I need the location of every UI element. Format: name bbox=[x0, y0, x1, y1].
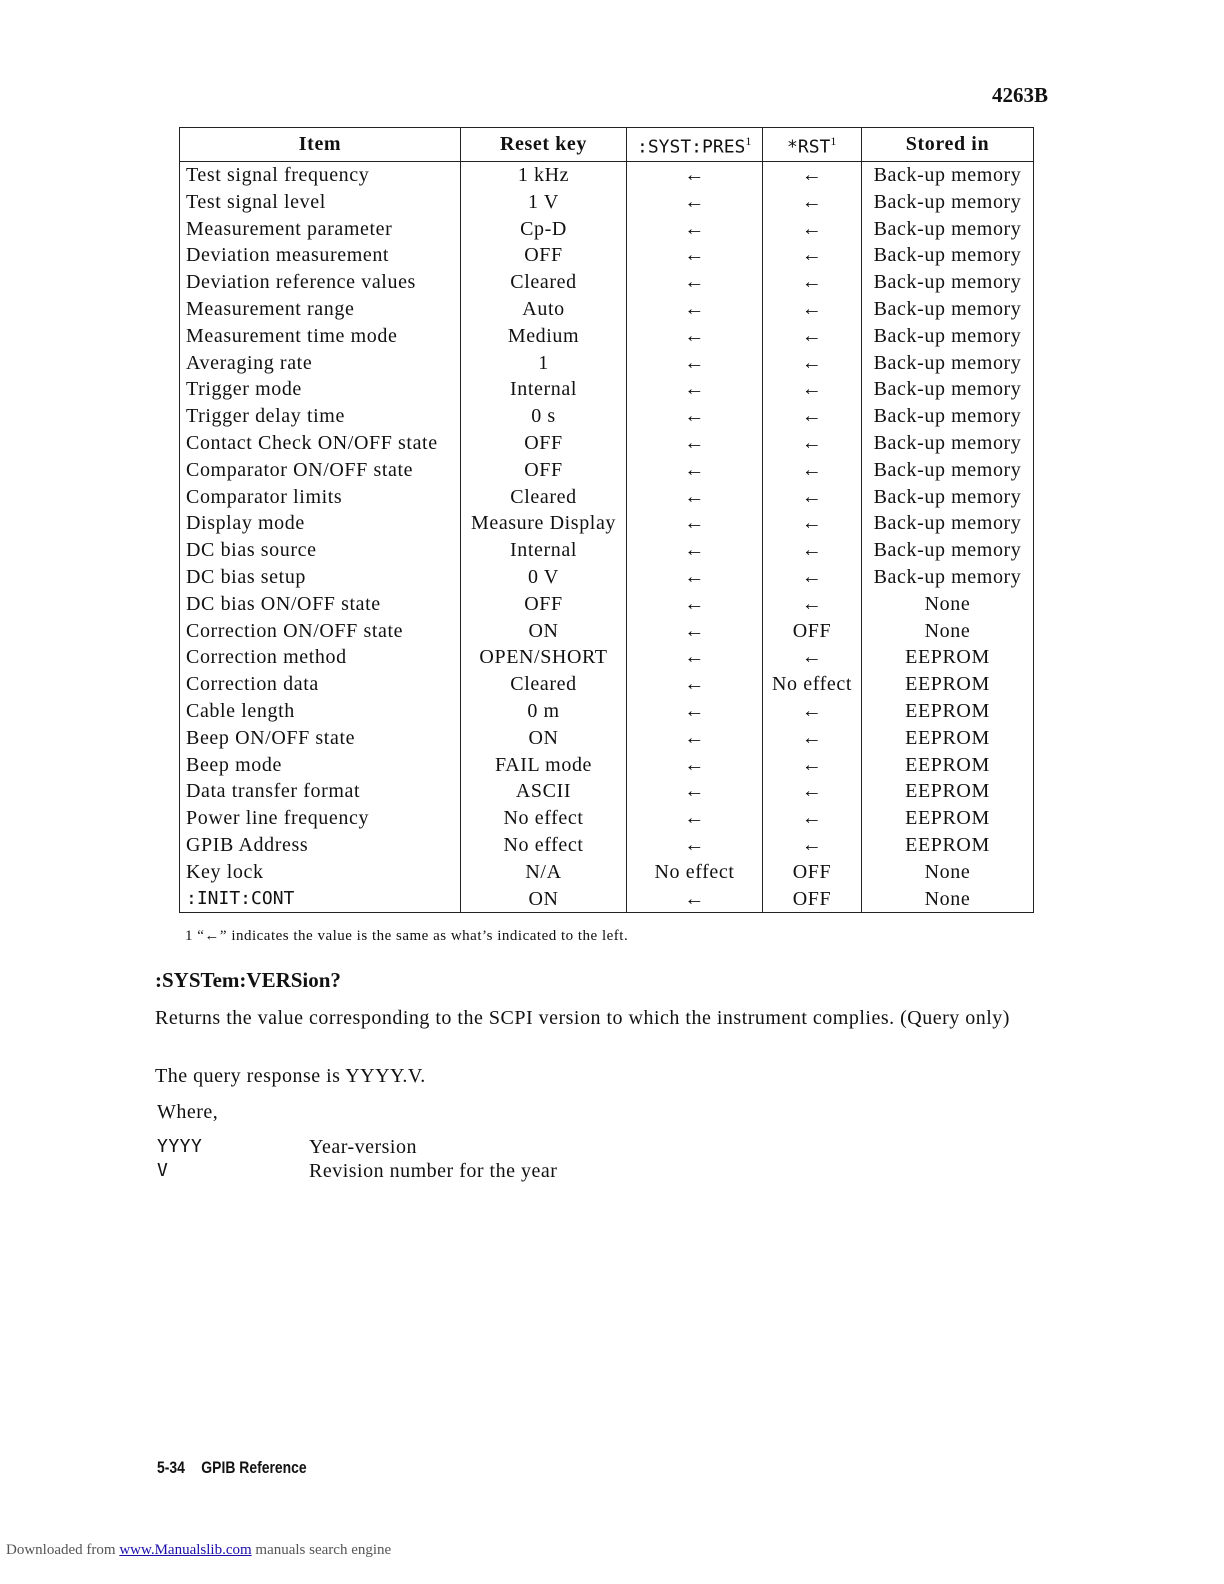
cell-stored-in: None bbox=[862, 885, 1034, 913]
syst-pres-label: :SYST:PRES bbox=[637, 136, 746, 158]
table-row bbox=[180, 644, 1034, 671]
cell-rst: ← bbox=[763, 805, 862, 832]
cell-syst-pres: ← bbox=[627, 671, 763, 698]
cell-stored-in: Back-up memory bbox=[862, 430, 1034, 457]
cell-reset-key: ASCII bbox=[461, 778, 627, 805]
cell-rst: No effect bbox=[763, 671, 862, 698]
table-row bbox=[180, 858, 1034, 885]
cell-item: Averaging rate bbox=[180, 349, 461, 376]
cell-rst: ← bbox=[763, 724, 862, 751]
cell-syst-pres: ← bbox=[627, 430, 763, 457]
cell-stored-in: EEPROM bbox=[862, 832, 1034, 859]
cell-reset-key: No effect bbox=[461, 832, 627, 859]
cell-item: Correction ON/OFF state bbox=[180, 617, 461, 644]
rst-footnote-mark: 1 bbox=[830, 134, 837, 148]
cell-rst: ← bbox=[763, 430, 862, 457]
cell-rst: ← bbox=[763, 751, 862, 778]
cell-item bbox=[180, 885, 461, 913]
cell-stored-in: Back-up memory bbox=[862, 215, 1034, 242]
cell-stored-in: EEPROM bbox=[862, 751, 1034, 778]
cell-rst: ← bbox=[763, 376, 862, 403]
cell-syst-pres: ← bbox=[627, 644, 763, 671]
section-description: Returns the value corresponding to the SCPI version to which the instrument complies. (Query only) bbox=[155, 1007, 1010, 1029]
cell-stored-in: None bbox=[862, 858, 1034, 885]
cell-rst: ← bbox=[763, 778, 862, 805]
cell-syst-pres: ← bbox=[627, 242, 763, 269]
cell-item: Measurement parameter bbox=[180, 215, 461, 242]
cell-rst: ← bbox=[763, 349, 862, 376]
section-title: :SYSTem:VERSion? bbox=[155, 968, 341, 992]
download-prefix: Downloaded from bbox=[6, 1542, 116, 1558]
cell-reset-key: OPEN/SHORT bbox=[461, 644, 627, 671]
cell-rst: ← bbox=[763, 215, 862, 242]
cell-syst-pres: ← bbox=[627, 564, 763, 591]
cell-reset-key: FAIL mode bbox=[461, 751, 627, 778]
cell-reset-key: 0 m bbox=[461, 698, 627, 725]
cell-reset-key: ON bbox=[461, 617, 627, 644]
table-row bbox=[180, 537, 1034, 564]
cell-stored-in: Back-up memory bbox=[862, 296, 1034, 323]
cell-stored-in: Back-up memory bbox=[862, 376, 1034, 403]
cell-item: Deviation reference values bbox=[180, 269, 461, 296]
table-row bbox=[180, 778, 1034, 805]
table-row bbox=[180, 188, 1034, 215]
cell-syst-pres: ← bbox=[627, 590, 763, 617]
cell-syst-pres: ← bbox=[627, 510, 763, 537]
cell-reset-key: ON bbox=[461, 885, 627, 913]
model-number: 4263B bbox=[991, 83, 1048, 107]
cell-stored-in: Back-up memory bbox=[862, 349, 1034, 376]
cell-reset-key: 1 bbox=[461, 349, 627, 376]
cell-item: Contact Check ON/OFF state bbox=[180, 430, 461, 457]
table-row bbox=[180, 403, 1034, 430]
cell-item: Test signal frequency bbox=[180, 161, 461, 188]
cell-syst-pres: ← bbox=[627, 188, 763, 215]
table-row bbox=[180, 242, 1034, 269]
cell-syst-pres: ← bbox=[627, 751, 763, 778]
definition-row bbox=[157, 1159, 557, 1183]
cell-item: Beep mode bbox=[180, 751, 461, 778]
cell-syst-pres: ← bbox=[627, 456, 763, 483]
cell-reset-key: N/A bbox=[461, 858, 627, 885]
cell-syst-pres: ← bbox=[627, 698, 763, 725]
cell-syst-pres: ← bbox=[627, 617, 763, 644]
cell-reset-key: OFF bbox=[461, 430, 627, 457]
definition-term: V bbox=[157, 1160, 169, 1181]
reset-state-table bbox=[179, 127, 1034, 913]
cell-rst: OFF bbox=[763, 617, 862, 644]
cell-stored-in: None bbox=[862, 590, 1034, 617]
table-row bbox=[180, 161, 1034, 188]
cell-syst-pres: ← bbox=[627, 483, 763, 510]
cell-reset-key: OFF bbox=[461, 456, 627, 483]
cell-syst-pres: ← bbox=[627, 296, 763, 323]
table-row bbox=[180, 349, 1034, 376]
cell-item: Data transfer format bbox=[180, 778, 461, 805]
query-response-text: The query response is YYYY.V. bbox=[155, 1065, 426, 1087]
cell-syst-pres: No effect bbox=[627, 858, 763, 885]
cell-stored-in: EEPROM bbox=[862, 698, 1034, 725]
cell-rst: ← bbox=[763, 644, 862, 671]
cell-item: Cable length bbox=[180, 698, 461, 725]
cell-rst: OFF bbox=[763, 885, 862, 913]
column-header-item: Item bbox=[180, 128, 461, 162]
page-number: 5-34 bbox=[157, 1458, 185, 1477]
cell-stored-in: EEPROM bbox=[862, 644, 1034, 671]
cell-item: Beep ON/OFF state bbox=[180, 724, 461, 751]
cell-syst-pres: ← bbox=[627, 832, 763, 859]
table-row bbox=[180, 564, 1034, 591]
definition-row bbox=[157, 1135, 557, 1159]
cell-reset-key: 1 kHz bbox=[461, 161, 627, 188]
table-row bbox=[180, 885, 1034, 913]
table-row bbox=[180, 832, 1034, 859]
cell-stored-in: Back-up memory bbox=[862, 269, 1034, 296]
cell-rst: ← bbox=[763, 537, 862, 564]
cell-reset-key: Measure Display bbox=[461, 510, 627, 537]
cell-rst: ← bbox=[763, 188, 862, 215]
cell-item: Power line frequency bbox=[180, 805, 461, 832]
cell-reset-key: 1 V bbox=[461, 188, 627, 215]
manualslib-link[interactable]: www.Manualslib.com bbox=[119, 1542, 252, 1558]
cell-item: Key lock bbox=[180, 858, 461, 885]
cell-item: Measurement range bbox=[180, 296, 461, 323]
cell-rst: ← bbox=[763, 456, 862, 483]
cell-syst-pres: ← bbox=[627, 537, 763, 564]
table-footnote: 1 “←” indicates the value is the same as what’s indicated to the left. bbox=[185, 928, 629, 944]
cell-rst: OFF bbox=[763, 858, 862, 885]
download-suffix: manuals search engine bbox=[255, 1542, 392, 1558]
cell-stored-in: Back-up memory bbox=[862, 510, 1034, 537]
cell-reset-key: Cleared bbox=[461, 671, 627, 698]
cell-reset-key: Internal bbox=[461, 537, 627, 564]
table-row bbox=[180, 671, 1034, 698]
cell-item: DC bias ON/OFF state bbox=[180, 590, 461, 617]
cell-reset-key: Medium bbox=[461, 322, 627, 349]
cell-syst-pres: ← bbox=[627, 376, 763, 403]
cell-item: DC bias source bbox=[180, 537, 461, 564]
cell-syst-pres: ← bbox=[627, 805, 763, 832]
cell-rst: ← bbox=[763, 403, 862, 430]
cell-rst: ← bbox=[763, 698, 862, 725]
table-row bbox=[180, 617, 1034, 644]
cell-syst-pres: ← bbox=[627, 724, 763, 751]
cell-stored-in: EEPROM bbox=[862, 778, 1034, 805]
page-footer bbox=[157, 1458, 307, 1478]
cell-stored-in: Back-up memory bbox=[862, 483, 1034, 510]
cell-rst: ← bbox=[763, 832, 862, 859]
cell-stored-in: Back-up memory bbox=[862, 242, 1034, 269]
cell-item: Comparator limits bbox=[180, 483, 461, 510]
syst-pres-footnote-mark: 1 bbox=[745, 134, 752, 148]
cell-stored-in: Back-up memory bbox=[862, 161, 1034, 188]
table-row bbox=[180, 215, 1034, 242]
definition-meaning: Year-version bbox=[309, 1136, 417, 1158]
rst-label: *RST bbox=[787, 136, 831, 158]
cell-reset-key: 0 s bbox=[461, 403, 627, 430]
definition-list bbox=[157, 1135, 557, 1183]
table-row bbox=[180, 430, 1034, 457]
table-row bbox=[180, 805, 1034, 832]
table-row bbox=[180, 269, 1034, 296]
cell-item: GPIB Address bbox=[180, 832, 461, 859]
cell-rst: ← bbox=[763, 161, 862, 188]
column-header-rst bbox=[763, 128, 862, 162]
cell-reset-key: Auto bbox=[461, 296, 627, 323]
cell-stored-in: Back-up memory bbox=[862, 322, 1034, 349]
cell-stored-in: Back-up memory bbox=[862, 537, 1034, 564]
cell-reset-key: No effect bbox=[461, 805, 627, 832]
cell-syst-pres: ← bbox=[627, 269, 763, 296]
download-notice bbox=[6, 1542, 391, 1559]
cell-reset-key: Internal bbox=[461, 376, 627, 403]
cell-stored-in: Back-up memory bbox=[862, 456, 1034, 483]
cell-stored-in: Back-up memory bbox=[862, 188, 1034, 215]
table-row bbox=[180, 698, 1034, 725]
cell-rst: ← bbox=[763, 296, 862, 323]
cell-syst-pres: ← bbox=[627, 778, 763, 805]
cell-rst: ← bbox=[763, 564, 862, 591]
table-row bbox=[180, 483, 1034, 510]
table-row bbox=[180, 590, 1034, 617]
cell-rst: ← bbox=[763, 483, 862, 510]
table-row bbox=[180, 751, 1034, 778]
cell-item: Correction data bbox=[180, 671, 461, 698]
cell-reset-key: OFF bbox=[461, 242, 627, 269]
cell-item: Trigger delay time bbox=[180, 403, 461, 430]
cell-item: Correction method bbox=[180, 644, 461, 671]
cell-syst-pres: ← bbox=[627, 215, 763, 242]
cell-reset-key: 0 V bbox=[461, 564, 627, 591]
table-row bbox=[180, 322, 1034, 349]
cell-item: DC bias setup bbox=[180, 564, 461, 591]
table-body bbox=[180, 161, 1034, 913]
column-header-stored-in: Stored in bbox=[862, 128, 1034, 162]
cell-rst: ← bbox=[763, 242, 862, 269]
cell-item: Deviation measurement bbox=[180, 242, 461, 269]
chapter-name: GPIB Reference bbox=[201, 1458, 307, 1477]
cell-rst: ← bbox=[763, 322, 862, 349]
cell-rst: ← bbox=[763, 590, 862, 617]
cell-syst-pres: ← bbox=[627, 161, 763, 188]
cell-item: Comparator ON/OFF state bbox=[180, 456, 461, 483]
table-row bbox=[180, 296, 1034, 323]
cell-reset-key: Cleared bbox=[461, 269, 627, 296]
definition-meaning: Revision number for the year bbox=[309, 1160, 558, 1182]
cell-reset-key: Cp-D bbox=[461, 215, 627, 242]
cell-reset-key: OFF bbox=[461, 590, 627, 617]
cell-stored-in: EEPROM bbox=[862, 671, 1034, 698]
cell-stored-in: Back-up memory bbox=[862, 403, 1034, 430]
table-row bbox=[180, 510, 1034, 537]
cell-stored-in: None bbox=[862, 617, 1034, 644]
cell-syst-pres: ← bbox=[627, 403, 763, 430]
cell-rst: ← bbox=[763, 269, 862, 296]
cell-reset-key: Cleared bbox=[461, 483, 627, 510]
cell-syst-pres: ← bbox=[627, 322, 763, 349]
definition-term: YYYY bbox=[157, 1136, 203, 1157]
cell-item: Trigger mode bbox=[180, 376, 461, 403]
where-label: Where, bbox=[157, 1101, 219, 1123]
table-header-row bbox=[180, 128, 1034, 162]
cell-syst-pres: ← bbox=[627, 349, 763, 376]
cell-stored-in: EEPROM bbox=[862, 724, 1034, 751]
command-text: :INIT:CONT bbox=[186, 888, 295, 910]
cell-reset-key: ON bbox=[461, 724, 627, 751]
cell-syst-pres: ← bbox=[627, 885, 763, 913]
table-row bbox=[180, 376, 1034, 403]
column-header-syst-pres bbox=[627, 128, 763, 162]
cell-stored-in: Back-up memory bbox=[862, 564, 1034, 591]
table-row bbox=[180, 724, 1034, 751]
column-header-reset-key: Reset key bbox=[461, 128, 627, 162]
cell-rst: ← bbox=[763, 510, 862, 537]
table-row bbox=[180, 456, 1034, 483]
cell-stored-in: EEPROM bbox=[862, 805, 1034, 832]
cell-item: Measurement time mode bbox=[180, 322, 461, 349]
cell-item: Display mode bbox=[180, 510, 461, 537]
cell-item: Test signal level bbox=[180, 188, 461, 215]
